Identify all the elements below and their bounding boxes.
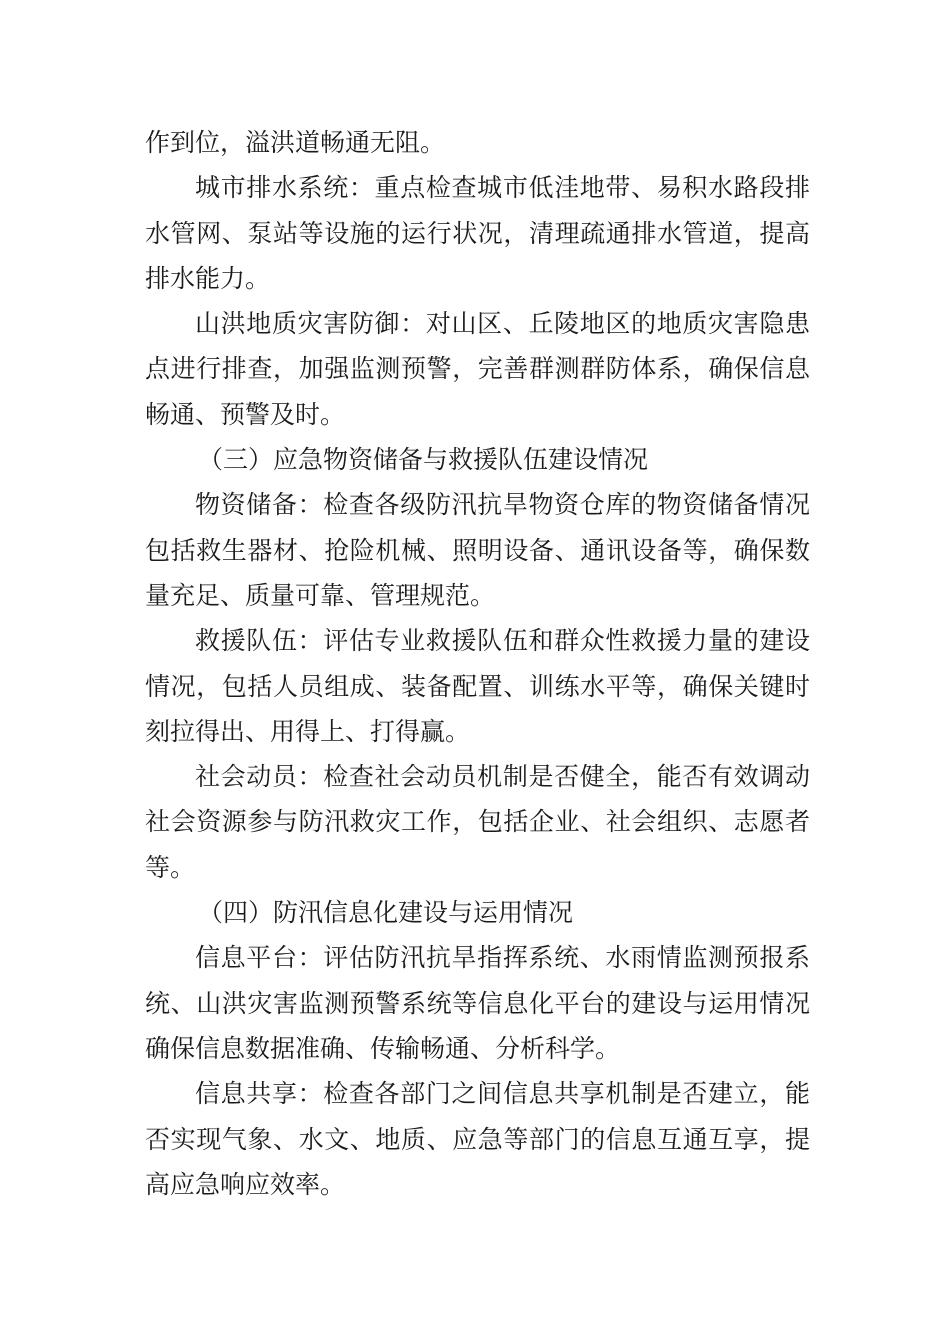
paragraph-mountain-flood-geology: 山洪地质灾害防御：对山区、丘陵地区的地质灾害隐患点进行排查，加强监测预警，完善群测群防体系，确保信息畅通、预警及时。 bbox=[145, 309, 810, 429]
paragraph-rescue-teams: 救援队伍：评估专业救援队伍和群众性救援力量的建设情况，包括人员组成、装备配置、训练水平等，确保关键时刻拉得出、用得上、打得赢。 bbox=[145, 626, 810, 746]
paragraph-info-platform: 信息平台：评估防汛抗旱指挥系统、水雨情监测预报系统、山洪灾害监测预警系统等信息化平台的建设与运用情况确保信息数据准确、传输畅通、分析科学。 bbox=[145, 943, 810, 1063]
section-heading-3: （三）应急物资储备与救援队伍建设情况 bbox=[198, 445, 649, 475]
document-page bbox=[145, 120, 810, 1207]
paragraph-spillway-continued: 作到位，溢洪道畅通无阻。 bbox=[145, 128, 446, 157]
section-heading-4: （四）防汛信息化建设与运用情况 bbox=[198, 898, 574, 928]
paragraph-social-mobilization: 社会动员：检查社会动员机制是否健全，能否有效调动社会资源参与防汛救灾工作，包括企业、社会组织、志愿者等。 bbox=[145, 762, 810, 882]
paragraph-urban-drainage: 城市排水系统：重点检查城市低洼地带、易积水路段排水管网、泵站等设施的运行状况，清理疏通排水管道，提高排水能力。 bbox=[145, 173, 810, 293]
paragraph-info-sharing: 信息共享：检查各部门之间信息共享机制是否建立，能否实现气象、水文、地质、应急等部门的信息互通互享，提高应急响应效率。 bbox=[145, 1079, 810, 1199]
paragraph-material-reserve: 物资储备：检查各级防汛抗旱物资仓库的物资储备情况包括救生器材、抢险机械、照明设备、通讯设备等，确保数量充足、质量可靠、管理规范。 bbox=[145, 490, 810, 610]
